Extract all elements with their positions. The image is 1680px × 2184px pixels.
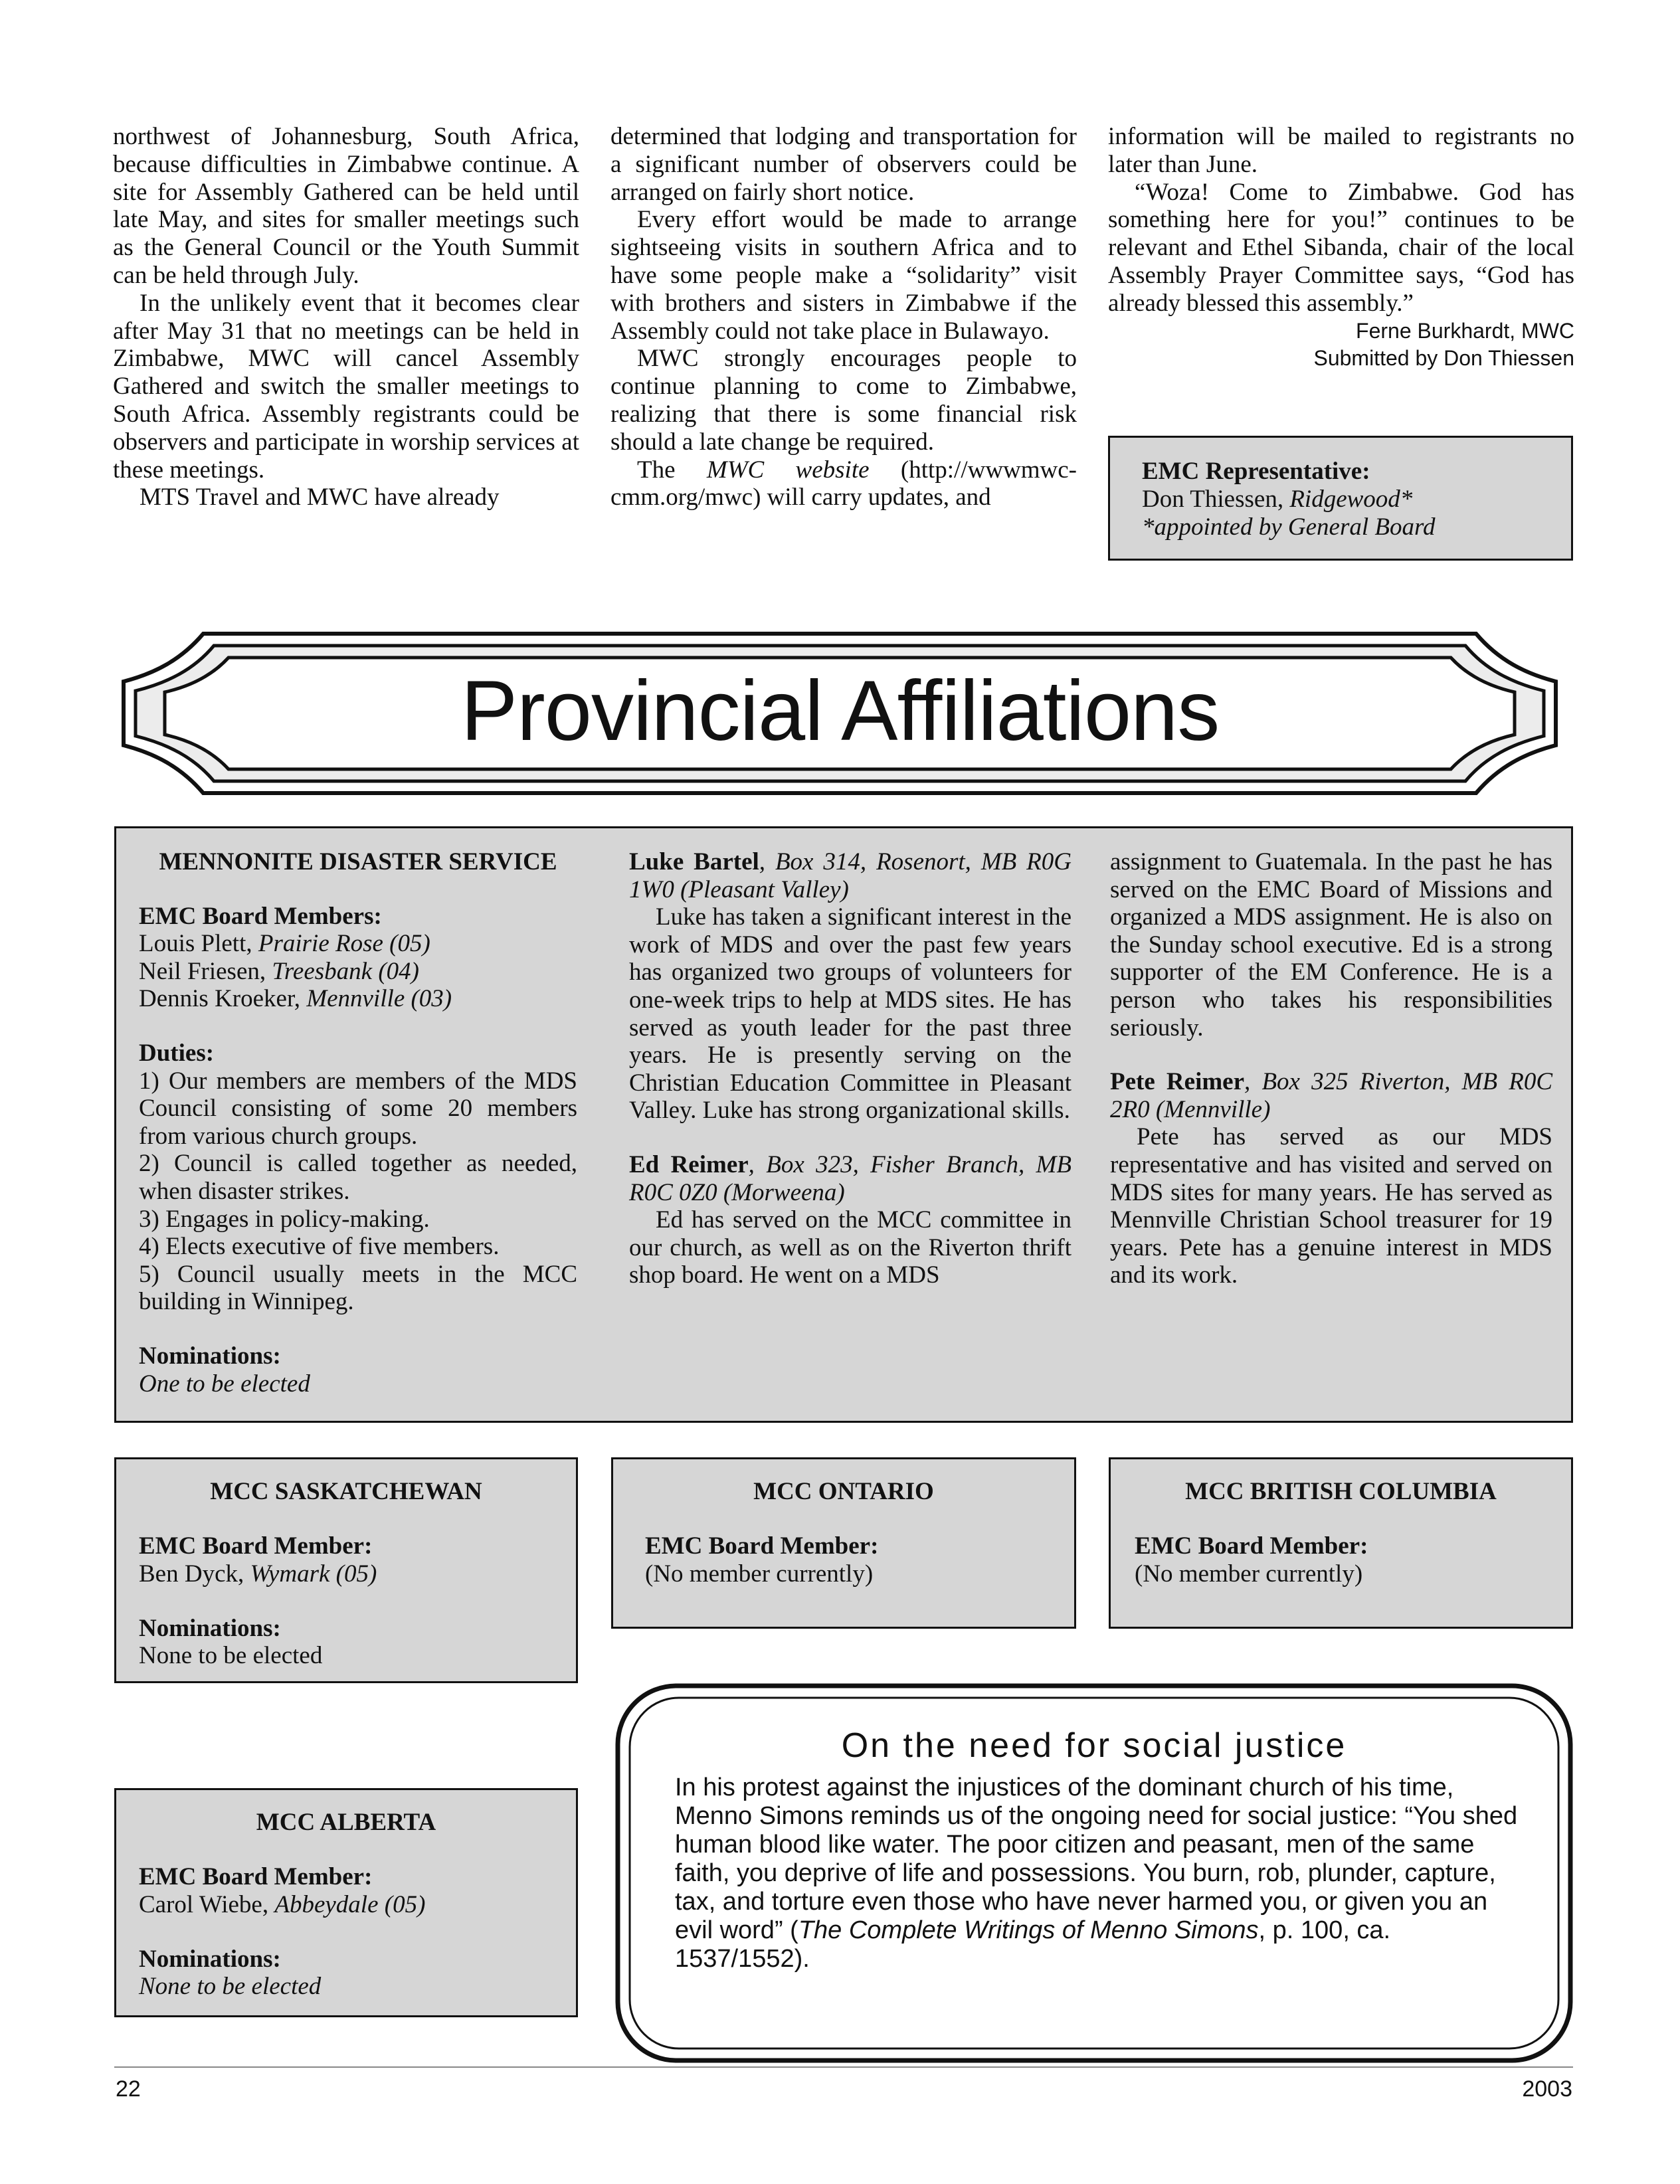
text-run: (http://wwwmwc-cmm.org/mwc) will carry updates, and	[610, 456, 1077, 511]
duty-item: 2) Council is called together as needed, when disaster strikes.	[139, 1150, 577, 1205]
box-title: MCC ONTARIO	[753, 1478, 934, 1505]
nominations-text: One to be elected	[139, 1370, 310, 1398]
mds-box	[114, 826, 1573, 1423]
candidate-bio: Ed has served on the MCC committee in our church, as well as on the Riverton thrift shop board. He went on a MDS	[629, 1206, 1072, 1289]
mds-column-2	[629, 848, 1072, 1289]
mcc-saskatchewan-box	[114, 1457, 578, 1683]
board-member: Carol Wiebe, Abbeydale (05)	[139, 1890, 426, 1918]
board-heading: EMC Board Member:	[645, 1532, 879, 1560]
box-body	[645, 1532, 1070, 1588]
board-heading: EMC Board Member:	[1135, 1532, 1368, 1560]
nominations-text: None to be elected	[139, 1973, 322, 2001]
article-paragraph: In the unlikely event that it becomes clear after May 31 that no meetings can be held in Zimbabwe, MWC will cancel Assembly Gathered and switch the smaller meetings to South Africa. Assembly registrants could be observers and participate in worship services at these meetings.	[113, 289, 579, 484]
page-number: 22	[116, 2076, 141, 2102]
board-heading: EMC Board Member:	[139, 1863, 373, 1890]
article-paragraph: determined that lodging and transportation for a significant number of observers could be arranged on fairly short notice.	[610, 123, 1077, 206]
mcc-ontario-box	[611, 1457, 1076, 1629]
candidate-bio: Pete has served as our MDS representative and has visited and served on MDS sites for many years. He has served as Mennville Christian School treasurer for 19 years. Pete has a genuine interest in MDS and its work.	[1110, 1123, 1552, 1289]
text-run: The	[637, 456, 707, 484]
footer-rule	[114, 2066, 1573, 2068]
website-name: MWC website	[706, 456, 870, 484]
footer-year: 2003	[1522, 2076, 1572, 2102]
box-title: MCC BRITISH COLUMBIA	[1185, 1478, 1497, 1505]
section-title: Provincial Affiliations	[460, 664, 1220, 759]
submitter-signature: Submitted by Don Thiessen	[1313, 346, 1574, 371]
candidate-heading: Ed Reimer, Box 323, Fisher Branch, MB R0C 0Z0 (Morweena)	[629, 1150, 1072, 1206]
nominations-heading: Nominations:	[139, 1614, 281, 1642]
candidate-bio-continued: assignment to Guatemala. In the past he has served on the EMC Board of Missions and organized a MDS assignment. He is also on the Sunday school executive. Ed is a strong supporter of the EM Conference. He is a person who takes his responsibilities seriously.	[1110, 848, 1552, 1042]
quote-text: In his protest against the injustices of the dominant church of his time, Menno Simons reminds us of the ongoing need for social justice: “You shed human blood like water. The poor citizen and peasant, men of the same faith, you deprive of life and possessions. You burn, rob, plunder, capture, tax, and torture even those who have never harmed you, or given you an evil word” (The Complete Writings of Menno Simons, p. 100, ca. 1537/1552).	[675, 1774, 1518, 1973]
duties-heading: Duties:	[139, 1039, 215, 1067]
duty-item: 5) Council usually meets in the MCC building in Winnipeg.	[139, 1260, 577, 1316]
duty-item: 4) Elects executive of five members.	[139, 1233, 500, 1261]
rep-heading: EMC Representative:	[1142, 458, 1370, 485]
book-title: The Complete Writings of Menno Simons	[798, 1916, 1259, 1944]
article-paragraph	[610, 456, 1077, 512]
article-column-1	[113, 123, 579, 511]
box-body	[1135, 1532, 1560, 1588]
article-paragraph: MWC strongly encourages people to continue planning to come to Zimbabwe, realizing that there is some financial risk should a late change be required.	[610, 345, 1077, 456]
candidate-bio: Luke has taken a significant interest in the work of MDS and over the past few years has organized two groups of volunteers for one-week trips to help at MDS sites. He has served as youth leader for the past three years. He is presently serving on the Christian Education Committee in Pleasant Valley. Luke has strong organizational skills.	[629, 903, 1072, 1125]
mcc-british-columbia-box	[1109, 1457, 1573, 1629]
emc-representative-box	[1108, 436, 1573, 561]
rep-line	[1142, 486, 1571, 513]
board-member: Dennis Kroeker, Mennville (03)	[139, 985, 452, 1013]
article-paragraph: MTS Travel and MWC have already	[140, 484, 500, 511]
article-paragraph: “Woza! Come to Zimbabwe. God has something here for you!” continues to be relevant and Ethel Sibanda, chair of the local Assembly Prayer Committee says, “God has already blessed this assembly.”	[1108, 178, 1574, 317]
candidate-heading: Luke Bartel, Box 314, Rosenort, MB R0G 1W0 (Pleasant Valley)	[629, 848, 1072, 903]
mds-column-3	[1110, 848, 1552, 1289]
article-paragraph: northwest of Johannesburg, South Africa, because difficulties in Zimbabwe continue. A site for Assembly Gathered can be held until late May, and sites for smaller meetings such as the General Council or the Youth Summit can be held through July.	[113, 123, 579, 289]
article-paragraph: information will be mailed to registrants no later than June.	[1108, 123, 1574, 178]
mcc-alberta-box	[114, 1788, 578, 2017]
rep-note: *appointed by General Board	[1142, 513, 1436, 541]
candidate-heading: Pete Reimer, Box 325 Riverton, MB R0C 2R0 (Mennville)	[1110, 1068, 1552, 1123]
nominations-text: None to be elected	[139, 1642, 323, 1670]
mds-board-heading: EMC Board Members:	[139, 902, 382, 930]
duty-item: 1) Our members are members of the MDS Council consisting of some 20 members from various church groups.	[139, 1067, 577, 1150]
board-member: Ben Dyck, Wymark (05)	[139, 1560, 377, 1588]
board-member-status: (No member currently)	[645, 1560, 874, 1588]
mds-column-1	[139, 848, 577, 1398]
article-paragraph: Every effort would be made to arrange sightseeing visits in southern Africa and to have some people make a “solidarity” visit with brothers and sisters in Zimbabwe if the Assembly could not take place in Bulawayo.	[610, 206, 1077, 345]
board-member: Louis Plett, Prairie Rose (05)	[139, 930, 430, 958]
box-title: MCC SASKATCHEWAN	[210, 1478, 482, 1505]
nominations-heading: Nominations:	[139, 1945, 281, 1973]
quote-title: On the need for social justice	[841, 1726, 1347, 1765]
box-body	[139, 1532, 564, 1670]
rep-place: Ridgewood*	[1289, 485, 1413, 513]
nominations-heading: Nominations:	[139, 1342, 281, 1370]
box-body	[139, 1863, 564, 2001]
box-title: MCC ALBERTA	[256, 1809, 436, 1836]
article-column-2	[610, 123, 1077, 511]
board-member: Neil Friesen, Treesbank (04)	[139, 957, 419, 985]
board-heading: EMC Board Member:	[139, 1532, 373, 1560]
article-column-3	[1108, 123, 1574, 373]
board-member-status: (No member currently)	[1135, 1560, 1363, 1588]
rep-name: Don Thiessen,	[1142, 485, 1290, 513]
author-signature: Ferne Burkhardt, MWC	[1356, 318, 1574, 343]
mds-title: MENNONITE DISASTER SERVICE	[159, 848, 557, 875]
duty-item: 3) Engages in policy-making.	[139, 1205, 430, 1233]
